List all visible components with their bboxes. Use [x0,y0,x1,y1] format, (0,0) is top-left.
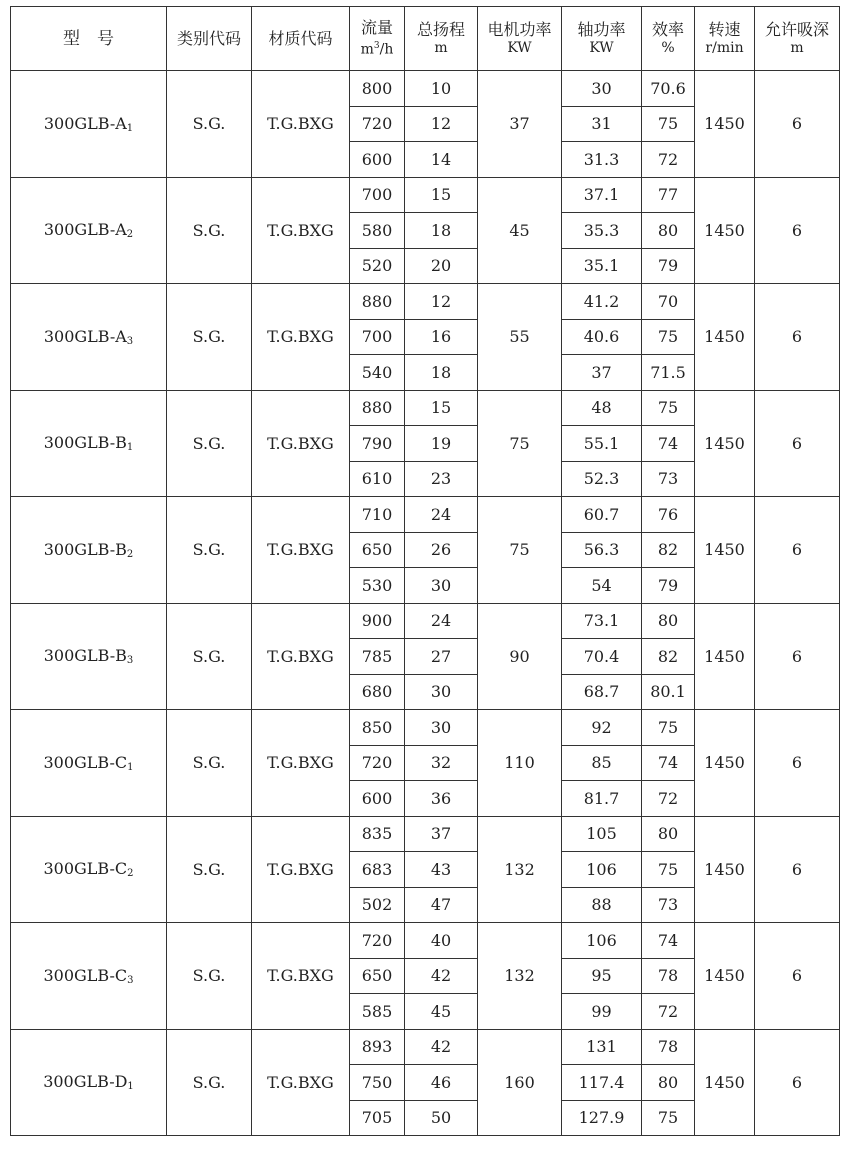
head-cell: 32 [405,745,478,781]
table-row [11,497,840,533]
efficiency-cell: 74 [642,745,695,781]
flow-cell: 720 [350,923,405,959]
model-subscript: 3 [127,974,134,986]
flow-cell: 835 [350,816,405,852]
shaft-power-cell: 99 [562,994,642,1030]
category-cell: S.G. [167,390,252,497]
flow-cell: 800 [350,71,405,107]
table-body [11,71,840,1136]
flow-cell: 683 [350,852,405,888]
head-cell: 16 [405,319,478,355]
header-shaft-power-name: 轴功率 [577,19,626,39]
efficiency-cell: 75 [642,390,695,426]
header-speed-unit: r/min [705,39,744,56]
model-subscript: 3 [126,655,134,667]
head-cell: 18 [405,213,478,249]
material-cell: T.G.BXG [252,71,350,178]
flow-cell: 850 [350,710,405,746]
model-subscript: 2 [126,548,134,560]
suction-cell: 6 [755,923,840,1030]
head-cell: 26 [405,532,478,568]
speed-cell: 1450 [695,284,755,391]
category-cell: S.G. [167,71,252,178]
shaft-power-cell: 31.3 [562,142,642,178]
header-efficiency-name: 效率 [651,19,684,39]
shaft-power-cell: 92 [562,710,642,746]
flow-cell: 540 [350,355,405,391]
header-suction [755,7,840,71]
motor-power-cell: 132 [478,923,562,1030]
category-cell: S.G. [167,923,252,1030]
flow-cell: 650 [350,958,405,994]
suction-cell: 6 [755,816,840,923]
efficiency-cell: 75 [642,852,695,888]
model-base: 300GLB-C [43,752,128,772]
model-base: 300GLB-B [43,433,127,453]
header-suction-name: 允许吸深 [764,19,829,39]
shaft-power-cell: 85 [562,745,642,781]
speed-cell: 1450 [695,71,755,178]
model-base: 300GLB-C [43,965,128,985]
speed-cell: 1450 [695,177,755,284]
flow-cell: 502 [350,887,405,923]
speed-cell: 1450 [695,710,755,817]
table-row [11,177,840,213]
model-cell [11,1029,167,1136]
model-base: 300GLB-A [43,326,127,346]
header-efficiency-unit: % [661,39,675,56]
head-cell: 15 [405,390,478,426]
shaft-power-cell: 106 [562,852,642,888]
efficiency-cell: 73 [642,887,695,923]
model-subscript: 1 [127,1081,134,1093]
model-base: 300GLB-A [43,220,127,240]
head-cell: 19 [405,426,478,462]
table-row [11,390,840,426]
flow-cell: 700 [350,319,405,355]
shaft-power-cell: 52.3 [562,461,642,497]
suction-cell: 6 [755,710,840,817]
category-cell: S.G. [167,1029,252,1136]
model-base: 300GLB-D [43,1072,128,1092]
flow-cell: 705 [350,1100,405,1136]
table-row [11,816,840,852]
shaft-power-cell: 55.1 [562,426,642,462]
efficiency-cell: 82 [642,532,695,568]
shaft-power-cell: 131 [562,1029,642,1065]
model-cell [11,710,167,817]
head-cell: 10 [405,71,478,107]
head-cell: 47 [405,887,478,923]
shaft-power-cell: 73.1 [562,603,642,639]
efficiency-cell: 75 [642,1100,695,1136]
efficiency-cell: 77 [642,177,695,213]
efficiency-cell: 74 [642,923,695,959]
header-motor-power [478,7,562,71]
header-model: 型 号 [11,7,167,71]
head-cell: 30 [405,710,478,746]
motor-power-cell: 90 [478,603,562,710]
flow-cell: 880 [350,390,405,426]
header-motor-power-name: 电机功率 [487,19,552,39]
head-cell: 12 [405,106,478,142]
model-base: 300GLB-B [43,646,127,666]
category-cell: S.G. [167,603,252,710]
efficiency-cell: 79 [642,568,695,604]
suction-cell: 6 [755,390,840,497]
shaft-power-cell: 81.7 [562,781,642,817]
material-cell: T.G.BXG [252,497,350,604]
efficiency-cell: 80 [642,213,695,249]
model-subscript: 1 [126,442,134,454]
shaft-power-cell: 41.2 [562,284,642,320]
shaft-power-cell: 60.7 [562,497,642,533]
efficiency-cell: 72 [642,142,695,178]
material-cell: T.G.BXG [252,284,350,391]
shaft-power-cell: 68.7 [562,674,642,710]
shaft-power-cell: 37.1 [562,177,642,213]
shaft-power-cell: 40.6 [562,319,642,355]
efficiency-cell: 75 [642,710,695,746]
speed-cell: 1450 [695,390,755,497]
motor-power-cell: 75 [478,390,562,497]
flow-cell: 680 [350,674,405,710]
shaft-power-cell: 48 [562,390,642,426]
efficiency-cell: 72 [642,781,695,817]
motor-power-cell: 160 [478,1029,562,1136]
shaft-power-cell: 56.3 [562,532,642,568]
model-subscript: 1 [126,122,134,134]
flow-cell: 785 [350,639,405,675]
head-cell: 27 [405,639,478,675]
header-efficiency [642,7,695,71]
flow-cell: 750 [350,1065,405,1101]
suction-cell: 6 [755,497,840,604]
header-suction-unit: m [790,39,804,56]
head-cell: 40 [405,923,478,959]
table-row [11,71,840,107]
efficiency-cell: 80 [642,1065,695,1101]
flow-cell: 580 [350,213,405,249]
head-cell: 20 [405,248,478,284]
model-cell [11,497,167,604]
shaft-power-cell: 54 [562,568,642,604]
category-cell: S.G. [167,816,252,923]
flow-cell: 520 [350,248,405,284]
flow-cell: 720 [350,745,405,781]
flow-cell: 585 [350,994,405,1030]
head-cell: 18 [405,355,478,391]
flow-cell: 710 [350,497,405,533]
category-cell: S.G. [167,177,252,284]
header-shaft-power-unit: KW [589,39,614,56]
head-cell: 12 [405,284,478,320]
model-base: 300GLB-C [43,859,128,879]
model-cell [11,603,167,710]
speed-cell: 1450 [695,603,755,710]
table-row [11,1029,840,1065]
table-header [11,7,840,71]
shaft-power-cell: 105 [562,816,642,852]
motor-power-cell: 110 [478,710,562,817]
suction-cell: 6 [755,1029,840,1136]
flow-cell: 720 [350,106,405,142]
efficiency-cell: 70.6 [642,71,695,107]
suction-cell: 6 [755,284,840,391]
efficiency-cell: 72 [642,994,695,1030]
header-head-unit: m [434,39,448,56]
efficiency-cell: 79 [642,248,695,284]
material-cell: T.G.BXG [252,177,350,284]
table-row [11,710,840,746]
efficiency-cell: 76 [642,497,695,533]
flow-cell: 790 [350,426,405,462]
flow-cell: 610 [350,461,405,497]
head-cell: 30 [405,568,478,604]
motor-power-cell: 45 [478,177,562,284]
head-cell: 46 [405,1065,478,1101]
header-shaft-power [562,7,642,71]
header-row [11,7,840,71]
model-cell [11,177,167,284]
material-cell: T.G.BXG [252,923,350,1030]
head-cell: 42 [405,958,478,994]
efficiency-cell: 71.5 [642,355,695,391]
head-cell: 30 [405,674,478,710]
table-row [11,603,840,639]
shaft-power-cell: 70.4 [562,639,642,675]
flow-cell: 650 [350,532,405,568]
table-row [11,923,840,959]
head-cell: 24 [405,603,478,639]
header-flow-name: 流量 [360,17,393,37]
shaft-power-cell: 31 [562,106,642,142]
model-subscript: 1 [127,761,134,773]
shaft-power-cell: 117.4 [562,1065,642,1101]
speed-cell: 1450 [695,1029,755,1136]
motor-power-cell: 75 [478,497,562,604]
speed-cell: 1450 [695,923,755,1030]
header-flow-unit: $m^3/h$ [360,40,394,58]
material-cell: T.G.BXG [252,603,350,710]
flow-cell: 600 [350,781,405,817]
head-cell: 43 [405,852,478,888]
head-cell: 15 [405,177,478,213]
flow-cell: 900 [350,603,405,639]
material-cell: T.G.BXG [252,390,350,497]
speed-cell: 1450 [695,497,755,604]
motor-power-cell: 132 [478,816,562,923]
header-speed [695,7,755,71]
header-flow [350,7,405,71]
head-cell: 50 [405,1100,478,1136]
material-cell: T.G.BXG [252,1029,350,1136]
motor-power-cell: 37 [478,71,562,178]
shaft-power-cell: 95 [562,958,642,994]
header-category: 类别代码 [167,7,252,71]
efficiency-cell: 74 [642,426,695,462]
model-subscript: 2 [127,868,134,880]
flow-cell: 700 [350,177,405,213]
shaft-power-cell: 37 [562,355,642,391]
efficiency-cell: 78 [642,958,695,994]
efficiency-cell: 82 [642,639,695,675]
flow-cell: 880 [350,284,405,320]
efficiency-cell: 70 [642,284,695,320]
efficiency-cell: 80.1 [642,674,695,710]
category-cell: S.G. [167,497,252,604]
header-material: 材质代码 [252,7,350,71]
pump-spec-table [10,6,840,1136]
header-motor-power-unit: KW [507,39,532,56]
speed-cell: 1450 [695,816,755,923]
efficiency-cell: 78 [642,1029,695,1065]
head-cell: 24 [405,497,478,533]
model-cell [11,390,167,497]
shaft-power-cell: 127.9 [562,1100,642,1136]
model-subscript: 2 [126,229,134,241]
head-cell: 37 [405,816,478,852]
head-cell: 42 [405,1029,478,1065]
category-cell: S.G. [167,710,252,817]
flow-cell: 530 [350,568,405,604]
efficiency-cell: 75 [642,106,695,142]
material-cell: T.G.BXG [252,710,350,817]
efficiency-cell: 80 [642,603,695,639]
shaft-power-cell: 35.3 [562,213,642,249]
efficiency-cell: 80 [642,816,695,852]
model-base: 300GLB-B [43,539,127,559]
head-cell: 14 [405,142,478,178]
shaft-power-cell: 35.1 [562,248,642,284]
shaft-power-cell: 106 [562,923,642,959]
suction-cell: 6 [755,177,840,284]
material-cell: T.G.BXG [252,816,350,923]
model-cell [11,71,167,178]
header-head-name: 总扬程 [416,19,465,39]
model-base: 300GLB-A [43,113,127,133]
head-cell: 45 [405,994,478,1030]
model-cell [11,816,167,923]
header-head [405,7,478,71]
model-cell [11,923,167,1030]
motor-power-cell: 55 [478,284,562,391]
flow-cell: 600 [350,142,405,178]
header-speed-name: 转速 [708,19,741,39]
model-cell [11,284,167,391]
suction-cell: 6 [755,603,840,710]
head-cell: 23 [405,461,478,497]
table-row [11,284,840,320]
efficiency-cell: 75 [642,319,695,355]
suction-cell: 6 [755,71,840,178]
head-cell: 36 [405,781,478,817]
shaft-power-cell: 88 [562,887,642,923]
efficiency-cell: 73 [642,461,695,497]
model-subscript: 3 [126,335,134,347]
shaft-power-cell: 30 [562,71,642,107]
flow-cell: 893 [350,1029,405,1065]
category-cell: S.G. [167,284,252,391]
